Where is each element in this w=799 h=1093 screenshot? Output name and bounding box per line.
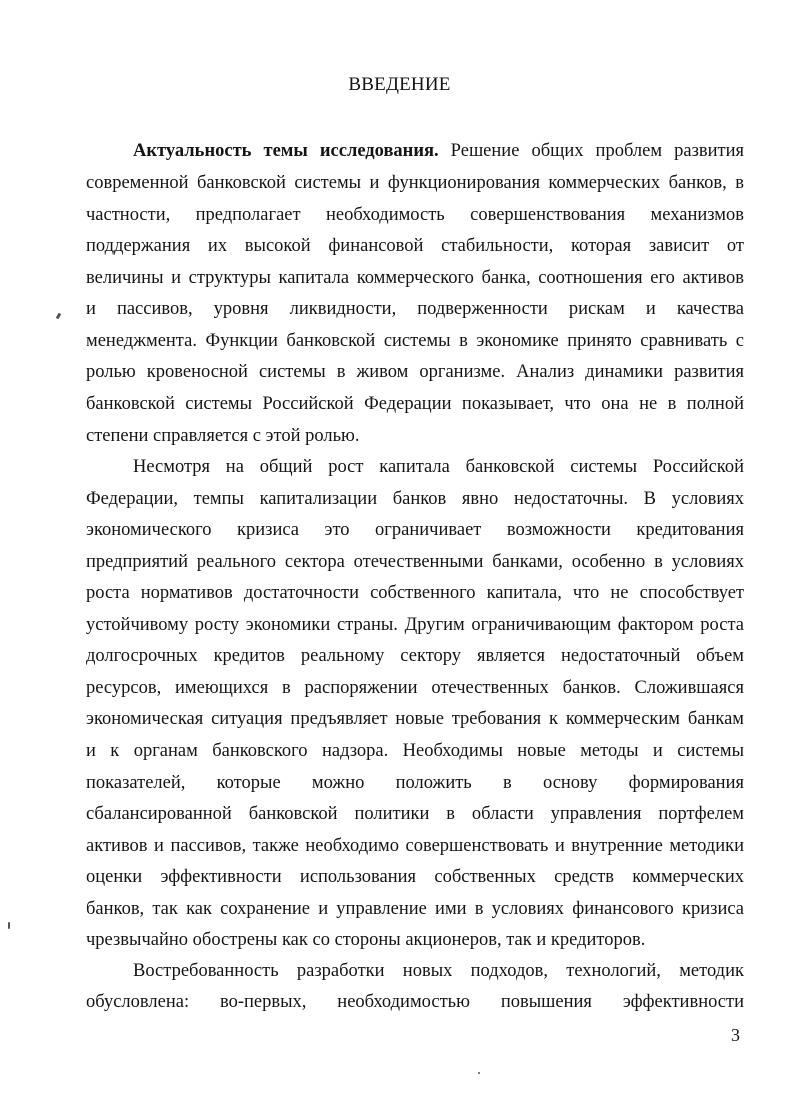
text-line: Актуальность темы исследования. Решение общих проблем развития: [133, 141, 745, 161]
scan-speck: [56, 313, 62, 320]
text-line: сбалансированной банковской политики в области управления портфелем: [86, 804, 744, 824]
text-line: устойчивому росту экономики страны. Другим ограничивающим фактором роста: [86, 615, 744, 635]
text-line: и к органам банковского надзора. Необходимы новые методы и системы: [86, 741, 744, 761]
text-line: предприятий реального сектора отечественными банками, особенно в условиях: [86, 552, 744, 572]
text-line: степени справляется с этой ролью.: [86, 426, 360, 446]
text-line: менеджмента. Функции банковской системы в экономике принято сравнивать с: [86, 331, 744, 351]
text-line: обусловлена: во-первых, необходимостью повышения эффективности: [86, 992, 744, 1012]
text-line: долгосрочных кредитов реальному сектору является недостаточный объем: [86, 646, 744, 666]
text-line: и пассивов, уровня ликвидности, подверженности рискам и качества: [86, 299, 744, 319]
text-line: банков, так как сохранение и управление ими в условиях финансового кризиса: [86, 899, 744, 919]
text-line: оценки эффективности использования собственных средств коммерческих: [86, 867, 744, 887]
text-line: поддержания их высокой финансовой стабильности, которая зависит от: [86, 236, 744, 256]
text-line: Несмотря на общий рост капитала банковской системы Российской: [133, 457, 744, 477]
text-line: активов и пассивов, также необходимо совершенствовать и внутренние методики: [86, 836, 744, 856]
text-line: величины и структуры капитала коммерческого банка, соотношения его активов: [86, 268, 744, 288]
section-title: ВВЕДЕНИЕ: [348, 74, 451, 95]
text-line: Востребованность разработки новых подходов, технологий, методик: [133, 961, 744, 981]
text-line: ролью кровеносной системы в живом организме. Анализ динамики развития: [86, 362, 744, 382]
page-number: 3: [731, 1025, 740, 1045]
scan-speck: [8, 922, 10, 929]
text-line: экономического кризиса это ограничивает возможности кредитования: [86, 520, 744, 540]
lead-heading: Актуальность темы исследования.: [133, 141, 439, 161]
text-line: роста нормативов достаточности собственного капитала, что не способствует: [86, 583, 744, 603]
scan-speck: [478, 1072, 480, 1074]
text-line: частности, предполагает необходимость совершенствования механизмов: [86, 205, 744, 225]
text-line: чрезвычайно обострены как со стороны акционеров, так и кредиторов.: [86, 930, 646, 950]
text-line: показателей, которые можно положить в основу формирования: [86, 773, 744, 793]
text-line: Федерации, темпы капитализации банков явно недостаточны. В условиях: [86, 489, 744, 509]
text-line: ресурсов, имеющихся в распоряжении отечественных банков. Сложившаяся: [86, 678, 744, 698]
text-line: банковской системы Российской Федерации показывает, что она не в полной: [86, 394, 744, 414]
text-line: экономическая ситуация предъявляет новые требования к коммерческим банкам: [86, 709, 744, 729]
text-line: современной банковской системы и функционирования коммерческих банков, в: [86, 173, 744, 193]
